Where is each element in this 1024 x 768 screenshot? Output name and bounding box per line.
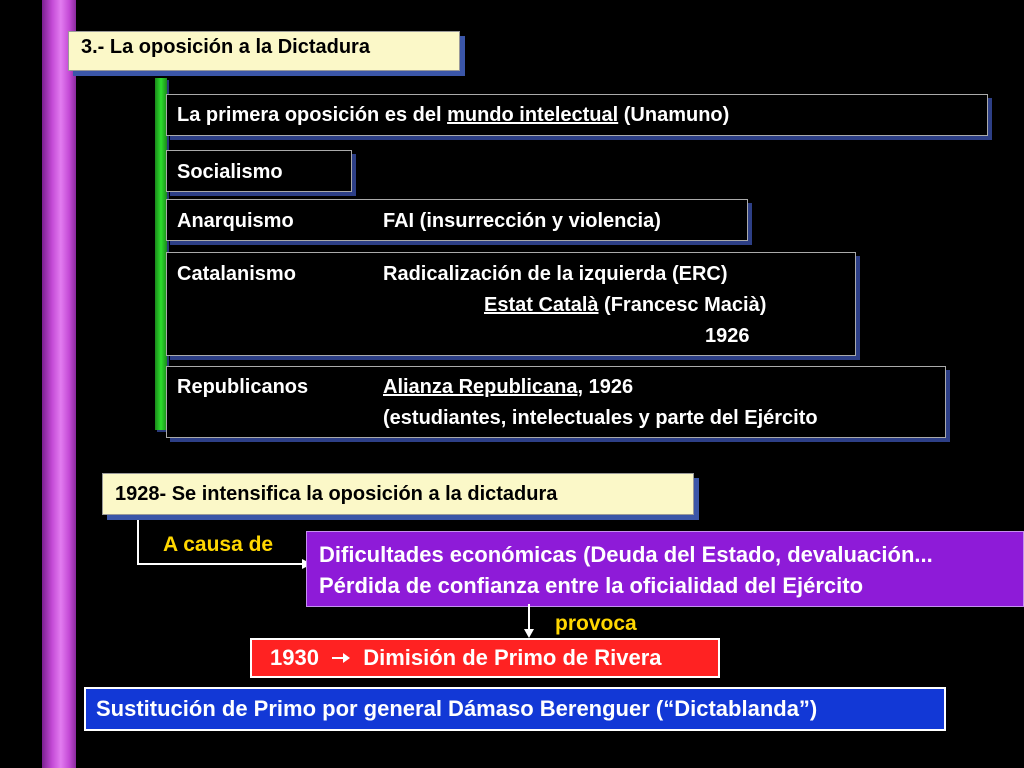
dimision-box <box>250 638 720 678</box>
alianza-republicana-text: Alianza Republicana <box>383 376 578 398</box>
slide-title-text: 3.- La oposición a la Dictadura <box>81 36 370 58</box>
estat-catala-text: Estat Català <box>484 294 599 316</box>
intensify-text: 1928- Se intensifica la oposición a la dictadura <box>115 483 558 505</box>
catalanismo-line2-rest: (Francesc Macià) <box>598 294 767 316</box>
slide-title <box>68 31 460 71</box>
dimision-year: 1930 <box>270 645 319 670</box>
provoca-text: provoca <box>555 612 637 635</box>
catalanismo-label: Catalanismo <box>177 263 296 285</box>
sustitucion-box <box>84 687 946 731</box>
right-arrow-icon <box>331 640 351 676</box>
dimision-text: Dimisión de Primo de Rivera <box>363 645 662 670</box>
first-opposition-suffix: (Unamuno) <box>618 104 730 126</box>
sustitucion-text: Sustitución de Primo por general Dámaso Berenguer (“Dictablanda”) <box>96 696 818 721</box>
provoca-arrow <box>520 604 540 640</box>
first-opposition-box <box>166 94 988 136</box>
causes-line1: Dificultades económicas (Deuda del Estado, devaluación... <box>319 542 933 567</box>
catalanismo-year: 1926 <box>705 325 750 347</box>
a-causa-de-text: A causa de <box>163 533 274 556</box>
catalanismo-box <box>166 252 856 356</box>
intensify-box <box>102 473 694 515</box>
republicanos-line2: (estudiantes, intelectuales y parte del Ejército <box>383 407 818 429</box>
a-causa-de-label <box>163 533 273 557</box>
republicanos-box <box>166 366 946 438</box>
socialismo-label: Socialismo <box>177 161 283 183</box>
republicanos-label: Republicanos <box>177 376 309 398</box>
anarquismo-label: Anarquismo <box>177 210 294 232</box>
causes-box <box>306 531 1024 607</box>
causes-line2: Pérdida de confianza entre la oficialidad del Ejército <box>319 573 864 598</box>
socialismo-box <box>166 150 352 192</box>
first-opposition-prefix: La primera oposición es del <box>177 104 448 126</box>
anarquismo-detail: FAI (insurrección y violencia) <box>383 210 661 232</box>
republicanos-line1-rest: , 1926 <box>577 376 634 398</box>
catalanismo-line1: Radicalización de la izquierda (ERC) <box>383 263 728 285</box>
left-decorative-bar <box>42 0 76 768</box>
provoca-label <box>555 612 637 636</box>
first-opposition-underlined: mundo intelectual <box>447 104 619 126</box>
anarquismo-box <box>166 199 748 241</box>
